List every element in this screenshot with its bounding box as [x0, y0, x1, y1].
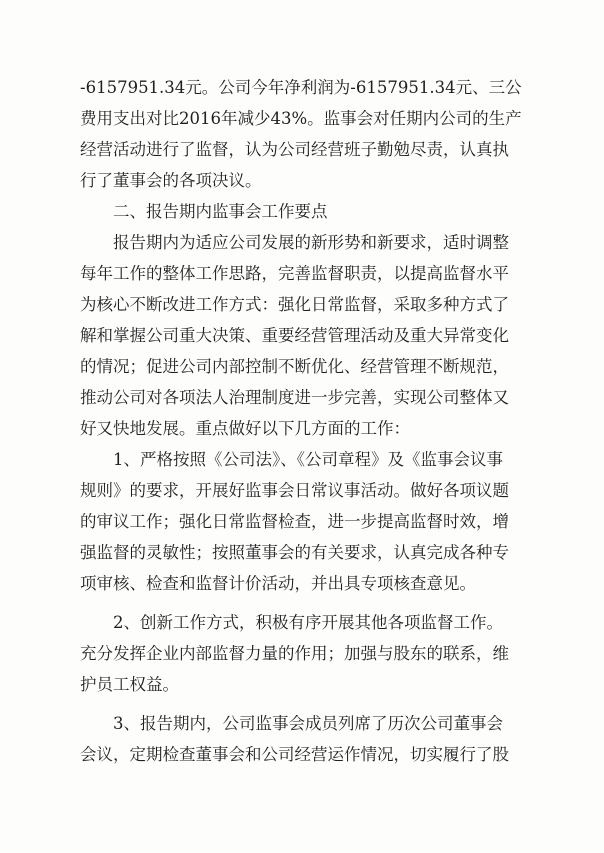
text-line: 推动公司对各项法人治理制度进一步完善，实现公司整体又: [80, 388, 509, 407]
text-line: 的情况；促进公司内部控制不断优化、经营管理不断规范，: [80, 357, 509, 376]
text-line: 费用支出对比2016年减少43%。监事会对任期内公司的生产: [80, 109, 522, 128]
text-line: 强监督的灵敏性；按照董事会的有关要求，认真完成各种专: [80, 543, 509, 562]
text-line: 3、报告期内，公司监事会成员列席了历次公司董事会: [113, 714, 503, 733]
text-line: 规则》的要求，开展好监事会日常议事活动。做好各项议题: [80, 481, 509, 500]
text-line: 经营活动进行了监督，认为公司经营班子勤勉尽责，认真执: [80, 140, 509, 159]
text-line: 充分发挥企业内部监督力量的作用；加强与股东的联系，维: [80, 644, 509, 663]
text-line: 会议，定期检查董事会和公司经营运作情况，切实履行了股: [80, 745, 509, 764]
text-line: 行了董事会的各项决议。: [80, 171, 262, 190]
section-heading: 二、报告期内监事会工作要点: [113, 202, 328, 221]
text-line: 1、严格按照《公司法》、《公司章程》及《监事会议事: [113, 450, 503, 469]
text-line: 项审核、检查和监督计价活动，并出具专项核查意见。: [80, 574, 476, 593]
body-text: [80, 72, 520, 770]
text-line: 为核心不断改进工作方式：强化日常监督，采取多种方式了: [80, 295, 509, 314]
paragraph-gap: [80, 599, 520, 607]
text-line: 解和掌握公司重大决策、重要经营管理活动及重大异常变化: [80, 326, 509, 345]
paragraph-gap: [80, 700, 520, 708]
text-line: -6157951.34元。公司今年净利润为-6157951.34元、三公: [80, 78, 522, 97]
text-line: 2、创新工作方式，积极有序开展其他各项监督工作。: [113, 613, 503, 632]
text-line: 每年工作的整体工作思路，完善监督职责，以提高监督水平: [80, 264, 509, 283]
text-line: 好又快地发展。重点做好以下几方面的工作：: [80, 419, 410, 438]
text-line: 护员工权益。: [80, 675, 179, 694]
text-line: 的审议工作；强化日常监督检查，进一步提高监督时效，增: [80, 512, 509, 531]
text-line: 报告期内为适应公司发展的新形势和新要求，适时调整: [113, 233, 509, 252]
